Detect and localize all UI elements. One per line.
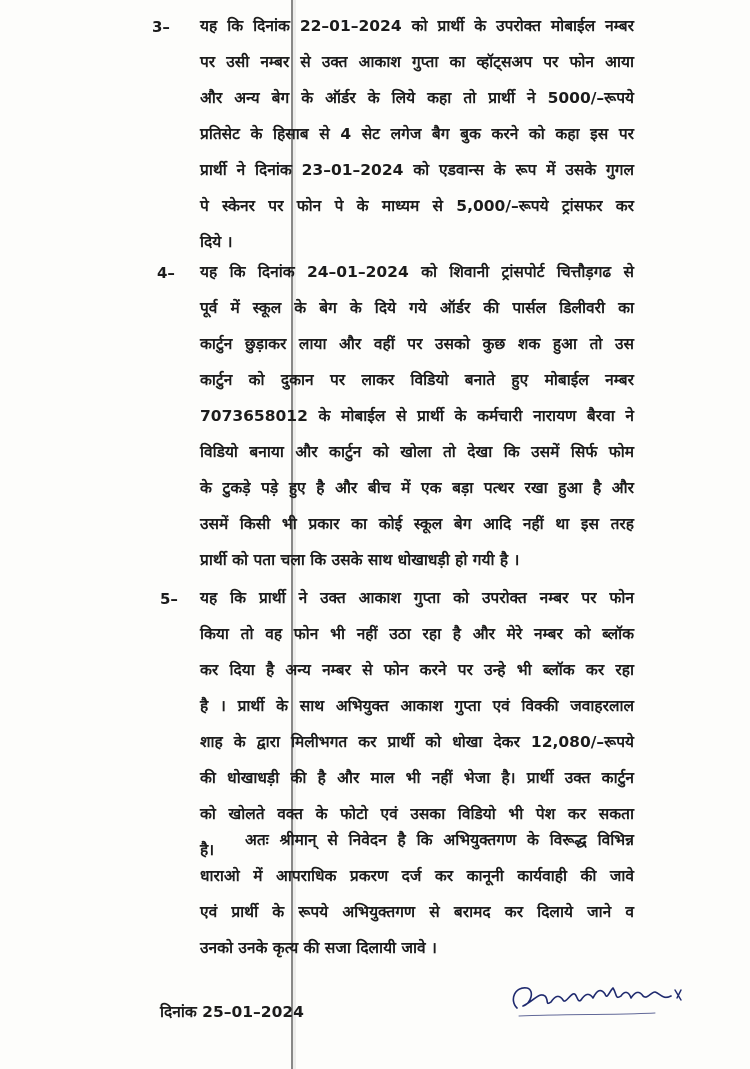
text-line: यह कि प्रार्थी ने उक्त आकाश गुप्ता को उपरोक्त नम्बर पर फोन bbox=[200, 589, 634, 607]
text-line: की धोखाधड़ी की है और माल भी नहीं भेजा है। प्रार्थी उक्त कार्टुन bbox=[200, 769, 634, 787]
signature bbox=[505, 970, 695, 1020]
text-line: यह कि दिनांक 24–01–2024 को शिवानी ट्रांसपोर्ट चित्तौड़गढ से bbox=[200, 263, 634, 281]
text-line: पर उसी नम्बर से उक्त आकाश गुप्ता का व्हॉट्सअप पर फोन आया bbox=[200, 53, 634, 71]
text-line: एवं प्रार्थी के रूपये अभियुक्तगण से बरामद कर दिलाये जाने व bbox=[200, 903, 634, 921]
text-line: कार्टुन को दुकान पर लाकर विडियो बनाते हुए मोबाईल नम्बर bbox=[200, 371, 634, 389]
text-line: के टुकड़े पड़े हुए है और बीच में एक बड़ा पत्थर रखा हुआ है और bbox=[200, 479, 634, 497]
paragraph-number: 3– bbox=[152, 18, 170, 36]
text-line: और अन्य बेग के ऑर्डर के लिये कहा तो प्रार्थी ने 5000/–रूपये bbox=[200, 89, 634, 107]
date-line: दिनांक 25–01–2024 bbox=[160, 1003, 304, 1021]
text-line: उनको उनके कृत्य की सजा दिलायी जावे । bbox=[200, 939, 437, 957]
text-line: कर दिया है अन्य नम्बर से फोन करने पर उन्हे भी ब्लॉक कर रहा bbox=[200, 661, 634, 679]
text-line: को खोलते वक्त के फोटो एवं उसका विडियो भी पेश कर सकता bbox=[200, 805, 634, 823]
paragraph-number: 4– bbox=[157, 264, 175, 282]
text-line: है। bbox=[200, 841, 215, 859]
text-line: है । प्रार्थी के साथ अभियुक्त आकाश गुप्ता एवं विक्की जवाहरलाल bbox=[200, 697, 634, 715]
text-line: प्रार्थी को पता चला कि उसके साथ धोखाधड़ी हो गयी है । bbox=[200, 551, 520, 569]
paragraph-number: 5– bbox=[160, 590, 178, 608]
text-line: प्रतिसेट के हिसाब से 4 सेट लगेज बैग बुक करने को कहा इस पर bbox=[200, 125, 634, 143]
text-line: यह कि दिनांक 22–01–2024 को प्रार्थी के उपरोक्त मोबाईल नम्बर bbox=[200, 17, 634, 35]
text-line: उसमें किसी भी प्रकार का कोई स्कूल बेग आदि नहीं था इस तरह bbox=[200, 515, 634, 533]
text-line: शाह के द्वारा मिलीभगत कर प्रार्थी को धोखा देकर 12,080/–रूपये bbox=[200, 733, 634, 751]
text-line: 7073658012 के मोबाईल से प्रार्थी के कर्मचारी नारायण बैरवा ने bbox=[200, 407, 634, 425]
text-line: प्रार्थी ने दिनांक 23–01–2024 को एडवान्स के रूप में उसके गुगल bbox=[200, 161, 634, 179]
text-line: पे स्केनर पर फोन पे के माध्यम से 5,000/–रूपये ट्रांसफर कर bbox=[200, 197, 634, 215]
text-line: दिये । bbox=[200, 233, 233, 251]
text-line: कार्टुन छुड़ाकर लाया और वहीं पर उसको कुछ शक हुआ तो उस bbox=[200, 335, 634, 353]
text-line: धाराओ में आपराधिक प्रकरण दर्ज कर कानूनी कार्यवाही की जावे bbox=[200, 867, 634, 885]
text-line: पूर्व में स्कूल के बेग के दिये गये ऑर्डर की पार्सल डिलीवरी का bbox=[200, 299, 634, 317]
text-line: विडियो बनाया और कार्टुन को खोला तो देखा कि उसमें सिर्फ फोम bbox=[200, 443, 634, 461]
text-line: अतः श्रीमान् से निवेदन है कि अभियुक्तगण के विरूद्ध विभिन्न bbox=[245, 831, 634, 849]
text-line: किया तो वह फोन भी नहीं उठा रहा है और मेरे नम्बर को ब्लॉक bbox=[200, 625, 634, 643]
